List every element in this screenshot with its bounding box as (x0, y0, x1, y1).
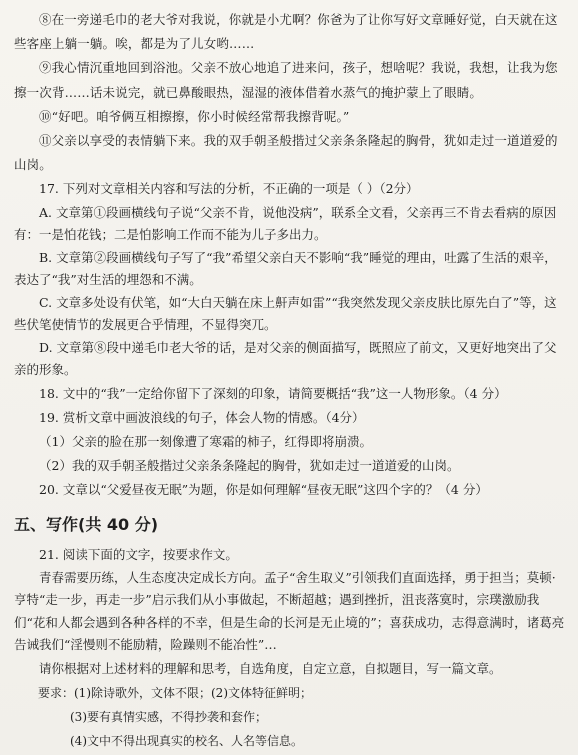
question-21-requirements-3: (3)要有真情实感，不得抄袭和套作； (70, 710, 267, 725)
question-21-material: 青春需要历练，人生态度决定成长方向。孟子“舍生取义”引领我们直面选择，勇于担当；莫顿·亨特“走一步，再走一步”启示我们从小事做起，不断超越；遇到挫折，沮丧落寞时，宗璞激励我们“花和人都会遇到各种各样的不幸，但是生命的长河是无止境的”；喜获成功，志得意满时，诸葛亮告诫我们“淫慢则不能励精，险躁则不能冶性”… (14, 569, 565, 653)
writing-section-title: 五、写作(共 40 分) (14, 514, 159, 534)
question-19-stem: 19. 赏析文章中画波浪线的句子，体会人物的情感。（4分） (39, 409, 365, 425)
passage-paragraph-10: ⑩“好吧。咱爷俩互相擦擦，你小时候经常帮我擦背呢。” (39, 108, 350, 124)
passage-paragraph-9: ⑨我心情沉重地回到浴池。父亲不放心地追了进来问，孩子，想啥呢？我说，我想，让我为您擦一次背……话未说完，就已鼻酸眼热，湿湿的液体借着水蒸气的掩护蒙上了眼睛。 (14, 60, 558, 100)
question-17-stem: 17. 下列对文章相关内容和写法的分析，不正确的一项是（ ）（2分） (39, 181, 419, 197)
question-18: 18. 文中的“我”一定给你留下了深刻的印象，请简要概括“我”这一人物形象。（4 分） (39, 385, 507, 401)
question-21-requirements-1: 要求：(1)除诗歌外，文体不限；(2)文体特征鲜明； (38, 686, 312, 701)
question-17-option-c: C. 文章多处设有伏笔，如“大白天躺在床上鼾声如雷”“我突然发现父亲皮肤比原先白了”等，这些伏笔使情节的发展更合乎情理，不显得突兀。 (14, 294, 557, 333)
question-17-option-d: D. 文章第⑧段中递毛巾老大爷的话，是对父亲的侧面描写，既照应了前文，又更好地突出了父亲的形象。 (14, 339, 557, 378)
passage-paragraph-8: ⑧在一旁递毛巾的老大爷对我说，你就是小尤啊？你爸为了让你写好文章睡好觉，白天就在这些客座上躺一躺。唉，都是为了儿女哟…… (14, 12, 558, 52)
question-21-requirements-4: (4)文中不得出现真实的校名、人名等信息。 (70, 734, 303, 749)
question-17-option-b: B. 文章第②段画横线句子写了“我”希望父亲白天不影响“我”睡觉的理由，吐露了生活的艰辛，表达了“我”对生活的埋怨和不满。 (14, 249, 557, 288)
question-19-sentence-1: （1）父亲的脸在那一刻像遭了寒霜的柿子，红得即将崩溃。 (39, 434, 372, 450)
question-17-option-a: A. 文章第①段画横线句子说“父亲不肯，说他没病”，联系全文看，父亲再三不肯去看病的原因有：一是怕花钱；二是怕影响工作而不能为儿子多出力。 (14, 204, 557, 243)
question-21-intro: 21. 阅读下面的文字，按要求作文。 (39, 546, 238, 562)
question-21-prompt: 请你根据对上述材料的理解和思考，自选角度，自定立意，自拟题目，写一篇文章。 (39, 660, 502, 676)
passage-paragraph-11: ⑪父亲以享受的表情躺下来。我的双手朝圣般揩过父亲条条隆起的胸骨，犹如走过一道道爱的山岗。 (14, 133, 558, 173)
question-19-sentence-2: （2）我的双手朝圣般揩过父亲条条隆起的胸骨，犹如走过一道道爱的山岗。 (39, 458, 460, 474)
question-20: 20. 文章以“父爱昼夜无眠”为题，你是如何理解“昼夜无眠”这四个字的？（4 分） (39, 482, 488, 498)
section-spacer (14, 503, 566, 505)
